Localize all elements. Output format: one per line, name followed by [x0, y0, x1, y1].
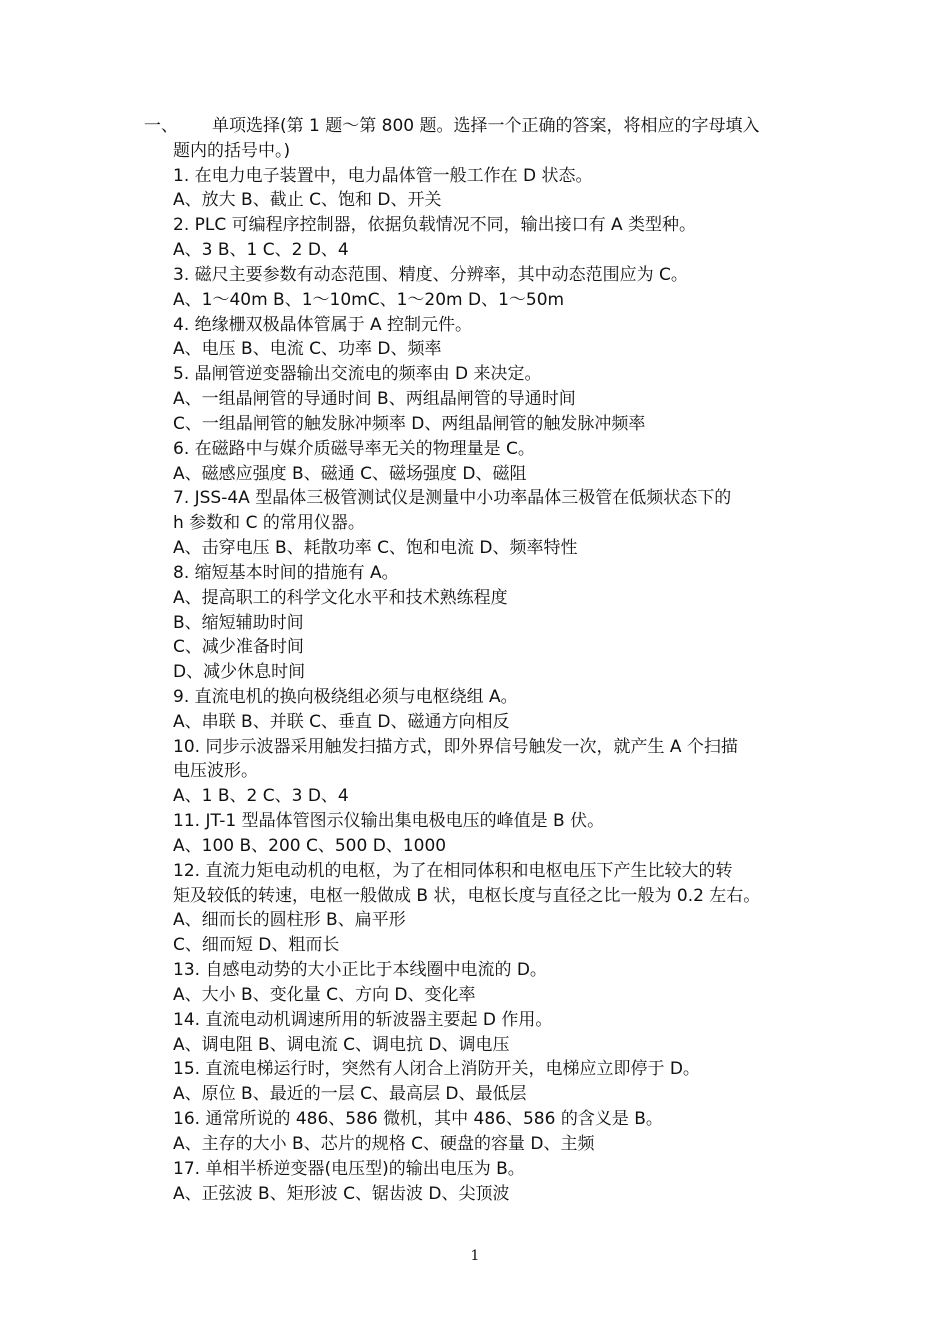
section-heading-line-2: 题内的括号中。)	[173, 140, 291, 161]
text-line: A、细而长的圆柱形 B、扁平形	[173, 910, 406, 931]
text-line: 12. 直流力矩电动机的电枢，为了在相同体积和电枢电压下产生比较大的转	[173, 860, 733, 881]
section-number: 一、	[144, 116, 178, 136]
text-line: 17. 单相半桥逆变器(电压型)的输出电压为 B。	[173, 1158, 525, 1179]
text-line: D、减少休息时间	[173, 662, 306, 683]
text-line: A、调电阻 B、调电流 C、调电抗 D、调电压	[173, 1034, 510, 1055]
text-line: A、主存的大小 B、芯片的规格 C、硬盘的容量 D、主频	[173, 1133, 595, 1154]
text-line: 4. 绝缘栅双极晶体管属于 A 控制元件。	[173, 314, 473, 335]
text-line: 15. 直流电梯运行时，突然有人闭合上消防开关，电梯应立即停于 D。	[173, 1059, 700, 1080]
text-line: 11. JT-1 型晶体管图示仪输出集电极电压的峰值是 B 伏。	[173, 811, 605, 832]
text-line: 1. 在电力电子装置中，电力晶体管一般工作在 D 状态。	[173, 165, 593, 186]
text-line: A、一组晶闸管的导通时间 B、两组晶闸管的导通时间	[173, 389, 576, 410]
text-line: A、3 B、1 C、2 D、4	[173, 240, 349, 261]
text-line: 10. 同步示波器采用触发扫描方式，即外界信号触发一次，就产生 A 个扫描	[173, 736, 738, 757]
text-line: 5. 晶闸管逆变器输出交流电的频率由 D 来决定。	[173, 364, 542, 385]
text-line: B、缩短辅助时间	[173, 612, 304, 633]
text-line: 9. 直流电机的换向极绕组必须与电枢绕组 A。	[173, 686, 518, 707]
text-line: C、减少准备时间	[173, 637, 304, 658]
text-line: A、1～40m B、1～10mC、1～20m D、1～50m	[173, 289, 565, 310]
text-line: A、1 B、2 C、3 D、4	[173, 786, 349, 807]
text-line: A、串联 B、并联 C、垂直 D、磁通方向相反	[173, 711, 510, 732]
text-line: 2. PLC 可编程序控制器，依据负载情况不同，输出接口有 A 类型种。	[173, 215, 697, 236]
text-line: A、击穿电压 B、耗散功率 C、饱和电流 D、频率特性	[173, 538, 578, 559]
text-line: h 参数和 C 的常用仪器。	[173, 513, 365, 534]
text-line: A、正弦波 B、矩形波 C、锯齿波 D、尖顶波	[173, 1183, 510, 1204]
text-line: 7. JSS-4A 型晶体三极管测试仪是测量中小功率晶体三极管在低频状态下的	[173, 488, 732, 509]
text-line: C、细而短 D、粗而长	[173, 935, 340, 956]
section-heading-line-1: 单项选择(第 1 题～第 800 题。选择一个正确的答案，将相应的字母填入	[212, 116, 760, 136]
text-line: 3. 磁尺主要参数有动态范围、精度、分辨率，其中动态范围应为 C。	[173, 264, 688, 285]
question-list	[173, 164, 823, 1207]
text-line: 矩及较低的转速，电枢一般做成 B 状，电枢长度与直径之比一般为 0.2 左右。	[173, 885, 761, 906]
text-line: A、提高职工的科学文化水平和技术熟练程度	[173, 587, 508, 608]
section-heading	[144, 114, 814, 164]
text-line: C、一组晶闸管的触发脉冲频率 D、两组晶闸管的触发脉冲频率	[173, 413, 646, 434]
text-line: A、100 B、200 C、500 D、1000	[173, 835, 447, 856]
text-line: 14. 直流电动机调速所用的斩波器主要起 D 作用。	[173, 1009, 553, 1030]
text-line: A、电压 B、电流 C、功率 D、频率	[173, 339, 442, 360]
text-line: A、大小 B、变化量 C、方向 D、变化率	[173, 984, 476, 1005]
text-line: A、磁感应强度 B、磁通 C、磁场强度 D、磁阻	[173, 463, 527, 484]
text-line: 6. 在磁路中与媒介质磁导率无关的物理量是 C。	[173, 438, 535, 459]
text-line: 16. 通常所说的 486、586 微机，其中 486、586 的含义是 B。	[173, 1109, 663, 1130]
text-line: A、放大 B、截止 C、饱和 D、开关	[173, 190, 442, 211]
text-line: 电压波形。	[173, 761, 258, 782]
text-line: 8. 缩短基本时间的措施有 A。	[173, 562, 399, 583]
text-line: 13. 自感电动势的大小正比于本线圈中电流的 D。	[173, 960, 547, 981]
page-number: 1	[470, 1248, 480, 1264]
text-line: A、原位 B、最近的一层 C、最高层 D、最低层	[173, 1084, 527, 1105]
